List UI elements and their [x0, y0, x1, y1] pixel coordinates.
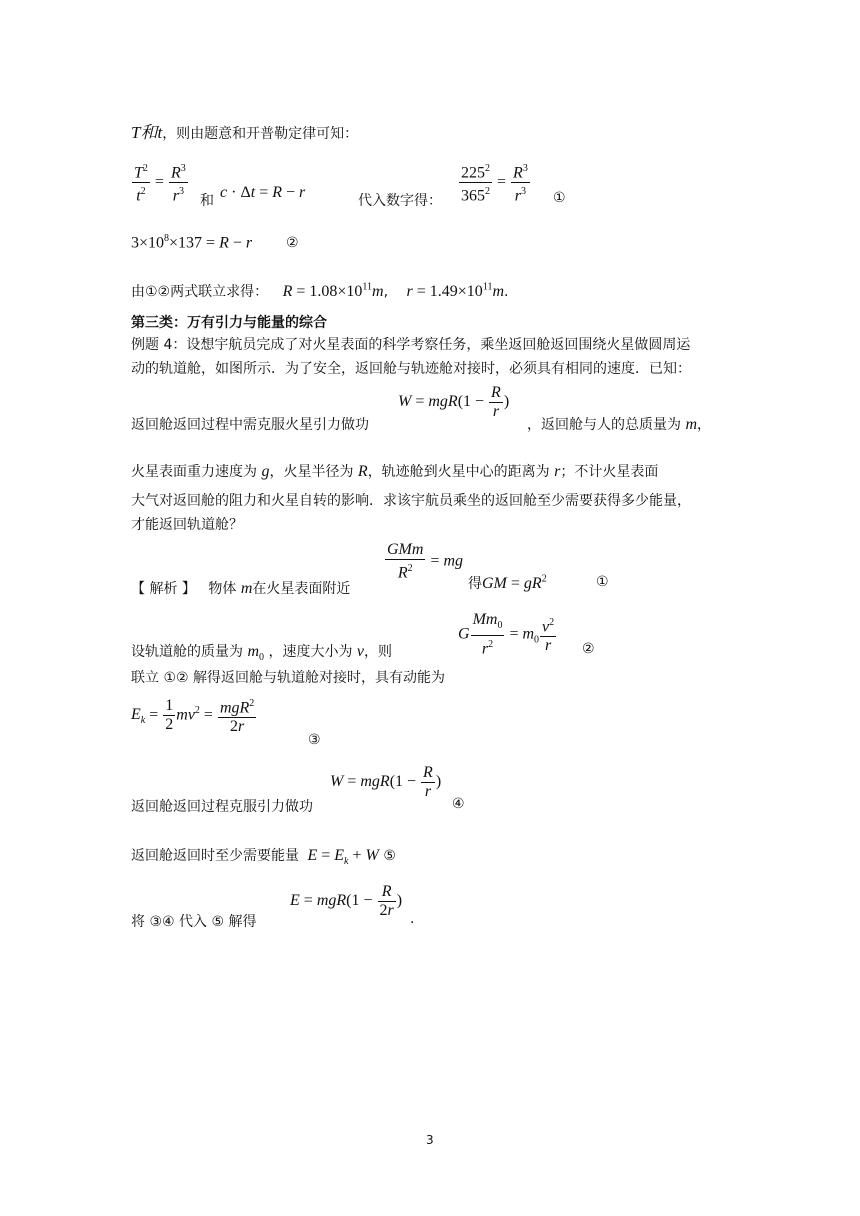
example-line-3b: ，返回舱与人的总质量为 m， — [527, 416, 712, 433]
R-value: 1.08×10 — [309, 283, 363, 300]
intro-text: ，则由题意和开普勒定律可知： — [162, 126, 359, 142]
eq-mark-s5: ⑤ — [383, 848, 396, 864]
solution-line-5: 返回舱返回时至少需要能量 $E = E_k + W$ ⑤ — [131, 847, 396, 868]
solution-line-4: 返回舱返回过程克服引力做功 — [131, 799, 313, 815]
example-line-5: 大气对返回舱的阻力和火星自转的影响．求该宇航员乘坐的返回舱至少需要获得多少能量， — [131, 493, 691, 509]
orbit-formula: G $\frac{Mm_0}{r^2}$ = $m_0$ $\frac{v^2}{r}$ — [458, 611, 555, 658]
numeric-kepler: $\frac{225^2}{365^2}$ = $\frac{R^3}{r^3}$ — [458, 160, 531, 206]
substitute-label: 代入数字得： — [358, 193, 442, 209]
solution-line-3: 联立 ①② 解得返回舱与轨道舱对接时，具有动能为 — [131, 670, 446, 686]
work-formula-2: W = mgR(1 − $\frac{R}{r}$ ) — [330, 764, 442, 800]
kepler-formula: $\frac{T^2}{t^2}$ = $\frac{R^3}{r^3}$ — [131, 160, 189, 206]
solution-line-2: 设轨道舱的质量为 $m_0$ ，速度大小为 v，则 — [131, 643, 393, 664]
eq-mark-s3: ③ — [308, 732, 321, 748]
example-line-1: 例题 4：设想宇航员完成了对火星表面的科学考察任务，乘坐返回舱返回围绕火星做圆周运 — [131, 337, 691, 353]
and-word: 和 — [200, 193, 214, 209]
light-distance-formula: $3\times 10^8\times 137 = R - r$ — [131, 233, 253, 252]
eq-mark-2: ② — [286, 235, 299, 251]
section-title: 第三类：万有引力与能量的综合 — [131, 315, 327, 331]
eq-mark-s1: ① — [596, 574, 609, 590]
eq-mark-1: ① — [553, 190, 566, 206]
solution-line-6: 将 ③④ 代入 ⑤ 解得 — [131, 914, 257, 930]
example-line-2: 动的轨道舱，如图所示．为了安全，返回舱与轨迹舱对接时，必须具有相同的速度．已知： — [131, 361, 691, 377]
final-period: . — [410, 911, 415, 927]
formula-T-and-t: T和t — [131, 123, 163, 142]
example-line-3a: 返回舱返回过程中需克服火星引力做功 — [131, 417, 369, 433]
eq-mark-s2: ② — [582, 641, 595, 657]
work-formula: W = mgR(1 − $\frac{R}{r}$ ) — [398, 384, 510, 420]
eq-mark-s4: ④ — [452, 796, 465, 812]
intro-line — [131, 118, 358, 143]
example-line-6: 才能返回轨道舱？ — [131, 517, 243, 533]
r-value: 1.49×10 — [429, 283, 483, 300]
page-number: 3 — [426, 1133, 434, 1147]
surface-gravity-formula: $\frac{\text{GMm}}{R^2}$ = mg — [387, 541, 464, 582]
solution-line-1: 【 解析 】 物体 m在火星表面附近 — [131, 580, 351, 597]
final-energy-formula: E = mgR(1 − $\frac{R}{2r}$ ) — [290, 883, 403, 919]
gm-result: 得GM = $gR^2$ — [468, 573, 547, 592]
solution-label: 【 解析 】 — [131, 581, 196, 597]
kinetic-energy-formula: $E_k$ = $\frac{1}{2}$ $mv^2$ = $\frac{mgR^2}{2r}$ — [131, 695, 257, 736]
result-text: 由①②两式联立求得： — [131, 284, 269, 300]
result-line: 由①②两式联立求得： $R = 1.08\times 10^{11}m$, $r = 1.49\times 10^{11}m$. — [131, 281, 509, 300]
distance-formula: c · Δt = R − r — [220, 184, 306, 201]
example-line-4: 火星表面重力速度为 g，火星半径为 R，轨迹舱到火星中心的距离为 r；不计火星表面 — [131, 463, 659, 480]
